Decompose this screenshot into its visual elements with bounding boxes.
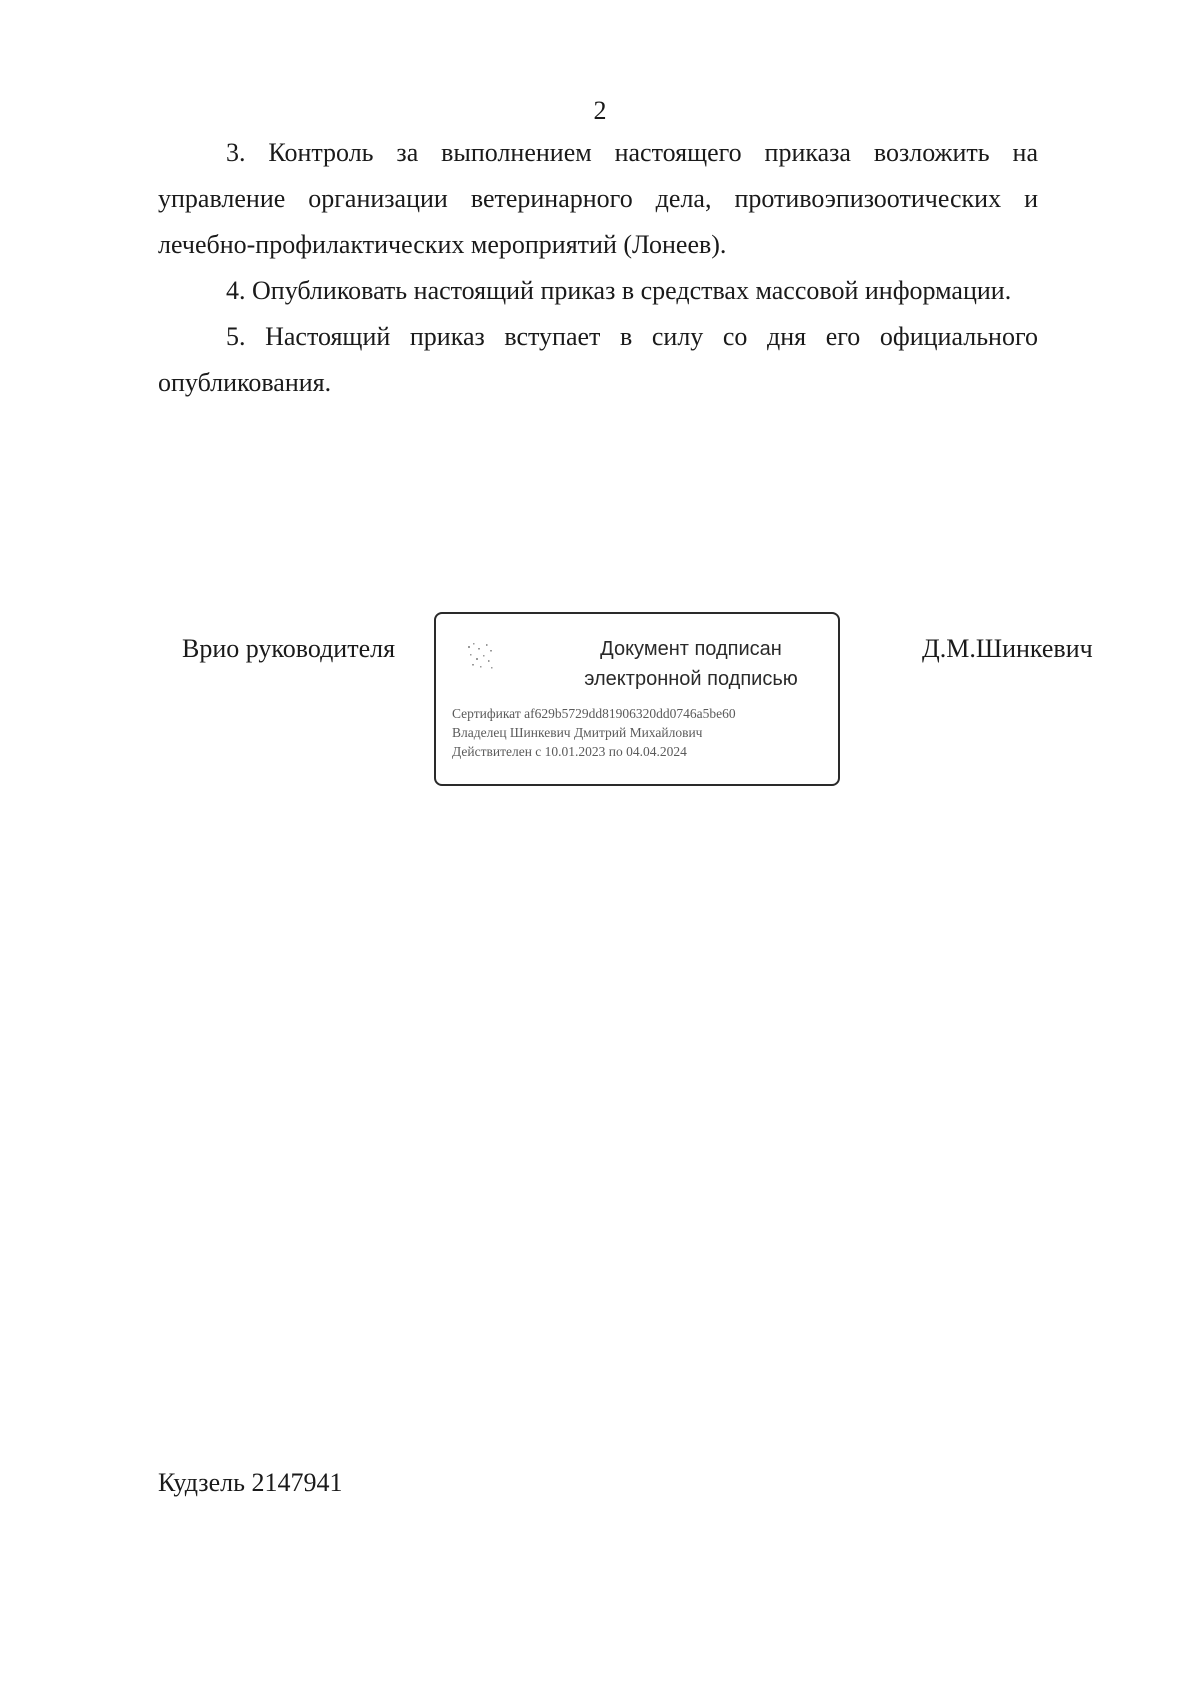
- stamp-details: [452, 704, 736, 761]
- signature-block: [0, 612, 1200, 792]
- stamp-owner: Владелец Шинкевич Дмитрий Михайлович: [452, 725, 703, 740]
- coat-of-arms-icon: [464, 640, 498, 674]
- executor-info: Кудзель 2147941: [158, 1468, 343, 1497]
- signer-name: Д.М.Шинкевич: [922, 634, 1093, 663]
- stamp-validity: Действителен с 10.01.2023 по 04.04.2024: [452, 744, 687, 759]
- stamp-heading-line: Документ подписан: [600, 638, 782, 660]
- page-number: 2: [593, 96, 607, 125]
- stamp-certificate: Сертификат af629b5729dd81906320dd0746a5be60: [452, 706, 736, 721]
- stamp-heading-line: электронной подписью: [584, 668, 798, 690]
- stamp-heading: [546, 634, 836, 694]
- electronic-signature-stamp: [434, 612, 840, 786]
- document-body: [158, 130, 1038, 406]
- paragraph-control: 3. Контроль за выполнением настоящего приказа возложить на управление организации ветеринарного дела, противоэпизоотических и лечебно-профилактических мероприятий (Лонеев).: [158, 138, 1038, 259]
- paragraph-publish: 4. Опубликовать настоящий приказ в средствах массовой информации.: [226, 276, 1012, 305]
- paragraph-effective-date: 5. Настоящий приказ вступает в силу со дня его официального опубликования.: [158, 322, 1038, 397]
- signer-title: Врио руководителя: [182, 634, 396, 663]
